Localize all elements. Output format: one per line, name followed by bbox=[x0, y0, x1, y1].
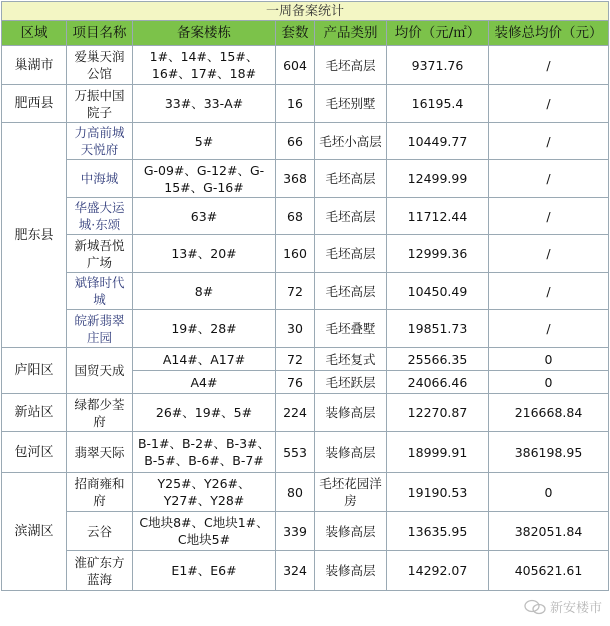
category-cell: 毛坯高层 bbox=[315, 273, 387, 310]
project-cell: 新城吾悦广场 bbox=[67, 235, 133, 273]
buildings-cell: A14#、A17# bbox=[133, 348, 276, 371]
deco-cell: / bbox=[489, 235, 609, 273]
units-cell: 72 bbox=[276, 348, 315, 371]
header-row bbox=[2, 21, 609, 46]
table-row bbox=[2, 310, 609, 348]
table-row bbox=[2, 160, 609, 198]
units-cell: 368 bbox=[276, 160, 315, 198]
buildings-cell: 8# bbox=[133, 273, 276, 310]
region-cell: 巢湖市 bbox=[2, 46, 67, 85]
buildings-cell: 13#、20# bbox=[133, 235, 276, 273]
table-row bbox=[2, 273, 609, 310]
header-category: 产品类别 bbox=[315, 21, 387, 46]
watermark-text: 新安楼市 bbox=[549, 601, 602, 616]
table-row bbox=[2, 512, 609, 551]
project-cell: 云谷 bbox=[67, 512, 133, 551]
units-cell: 160 bbox=[276, 235, 315, 273]
deco-cell: / bbox=[489, 160, 609, 198]
price-cell: 13635.95 bbox=[387, 512, 489, 551]
table-row bbox=[2, 473, 609, 512]
deco-cell: / bbox=[489, 198, 609, 235]
table-title: 一周备案统计 bbox=[2, 2, 609, 21]
deco-cell: 0 bbox=[489, 371, 609, 394]
units-cell: 339 bbox=[276, 512, 315, 551]
units-cell: 80 bbox=[276, 473, 315, 512]
deco-cell: / bbox=[489, 273, 609, 310]
table-row bbox=[2, 348, 609, 371]
project-cell: 斌锋时代城 bbox=[67, 273, 133, 310]
project-cell: 淮矿东方蓝海 bbox=[67, 551, 133, 591]
header-project: 项目名称 bbox=[67, 21, 133, 46]
category-cell: 装修高层 bbox=[315, 432, 387, 473]
category-cell: 毛坯高层 bbox=[315, 46, 387, 85]
units-cell: 76 bbox=[276, 371, 315, 394]
wechat-icon bbox=[524, 599, 546, 615]
category-cell: 毛坯别墅 bbox=[315, 85, 387, 123]
price-cell: 18999.91 bbox=[387, 432, 489, 473]
price-cell: 14292.07 bbox=[387, 551, 489, 591]
project-cell: 华盛大运城·东颂 bbox=[67, 198, 133, 235]
region-cell: 肥西县 bbox=[2, 85, 67, 123]
region-cell: 包河区 bbox=[2, 432, 67, 473]
table-row bbox=[2, 551, 609, 591]
deco-cell: 0 bbox=[489, 473, 609, 512]
price-cell: 11712.44 bbox=[387, 198, 489, 235]
buildings-cell: A4# bbox=[133, 371, 276, 394]
buildings-cell: 33#、33-A# bbox=[133, 85, 276, 123]
price-cell: 12999.36 bbox=[387, 235, 489, 273]
units-cell: 324 bbox=[276, 551, 315, 591]
units-cell: 224 bbox=[276, 394, 315, 432]
buildings-cell: G-09#、G-12#、G-15#、G-16# bbox=[133, 160, 276, 198]
buildings-cell: 19#、28# bbox=[133, 310, 276, 348]
category-cell: 毛坯小高层 bbox=[315, 123, 387, 160]
project-cell: 国贸天成 bbox=[67, 348, 133, 394]
deco-cell: 405621.61 bbox=[489, 551, 609, 591]
deco-cell: 382051.84 bbox=[489, 512, 609, 551]
price-cell: 24066.46 bbox=[387, 371, 489, 394]
price-cell: 12270.87 bbox=[387, 394, 489, 432]
units-cell: 72 bbox=[276, 273, 315, 310]
table-row bbox=[2, 198, 609, 235]
project-cell: 招商雍和府 bbox=[67, 473, 133, 512]
category-cell: 装修高层 bbox=[315, 512, 387, 551]
project-cell: 翡翠天际 bbox=[67, 432, 133, 473]
region-cell: 新站区 bbox=[2, 394, 67, 432]
project-cell: 万振中国院子 bbox=[67, 85, 133, 123]
deco-cell: / bbox=[489, 310, 609, 348]
category-cell: 毛坯高层 bbox=[315, 160, 387, 198]
price-cell: 10450.49 bbox=[387, 273, 489, 310]
units-cell: 66 bbox=[276, 123, 315, 160]
project-cell: 皖新翡翠庄园 bbox=[67, 310, 133, 348]
deco-cell: 216668.84 bbox=[489, 394, 609, 432]
price-cell: 19190.53 bbox=[387, 473, 489, 512]
deco-cell: 386198.95 bbox=[489, 432, 609, 473]
buildings-cell: C地块8#、C地块1#、C地块5# bbox=[133, 512, 276, 551]
header-region: 区域 bbox=[2, 21, 67, 46]
region-cell: 肥东县 bbox=[2, 123, 67, 348]
deco-cell: 0 bbox=[489, 348, 609, 371]
category-cell: 装修高层 bbox=[315, 551, 387, 591]
project-cell: 爱巢天润公馆 bbox=[67, 46, 133, 85]
deco-cell: / bbox=[489, 85, 609, 123]
table-row bbox=[2, 46, 609, 85]
table-row bbox=[2, 394, 609, 432]
project-cell: 绿都少荃府 bbox=[67, 394, 133, 432]
region-cell: 庐阳区 bbox=[2, 348, 67, 394]
header-buildings: 备案楼栋 bbox=[133, 21, 276, 46]
weekly-registration-table bbox=[1, 1, 609, 591]
header-deco-price: 装修总均价（元） bbox=[489, 21, 609, 46]
buildings-cell: Y25#、Y26#、Y27#、Y28# bbox=[133, 473, 276, 512]
category-cell: 毛坯叠墅 bbox=[315, 310, 387, 348]
deco-cell: / bbox=[489, 46, 609, 85]
category-cell: 装修高层 bbox=[315, 394, 387, 432]
price-cell: 12499.99 bbox=[387, 160, 489, 198]
buildings-cell: B-1#、B-2#、B-3#、B-5#、B-6#、B-7# bbox=[133, 432, 276, 473]
buildings-cell: E1#、E6# bbox=[133, 551, 276, 591]
price-cell: 10449.77 bbox=[387, 123, 489, 160]
header-units: 套数 bbox=[276, 21, 315, 46]
units-cell: 68 bbox=[276, 198, 315, 235]
buildings-cell: 63# bbox=[133, 198, 276, 235]
units-cell: 553 bbox=[276, 432, 315, 473]
price-cell: 19851.73 bbox=[387, 310, 489, 348]
table-row bbox=[2, 235, 609, 273]
buildings-cell: 5# bbox=[133, 123, 276, 160]
category-cell: 毛坯高层 bbox=[315, 198, 387, 235]
category-cell: 毛坯花园洋房 bbox=[315, 473, 387, 512]
project-cell: 中海城 bbox=[67, 160, 133, 198]
units-cell: 30 bbox=[276, 310, 315, 348]
region-cell: 滨湖区 bbox=[2, 473, 67, 591]
units-cell: 16 bbox=[276, 85, 315, 123]
price-cell: 25566.35 bbox=[387, 348, 489, 371]
buildings-cell: 1#、14#、15#、16#、17#、18# bbox=[133, 46, 276, 85]
category-cell: 毛坯高层 bbox=[315, 235, 387, 273]
buildings-cell: 26#、19#、5# bbox=[133, 394, 276, 432]
deco-cell: / bbox=[489, 123, 609, 160]
watermark bbox=[524, 597, 602, 616]
category-cell: 毛坯复式 bbox=[315, 348, 387, 371]
table-row bbox=[2, 85, 609, 123]
category-cell: 毛坯跃层 bbox=[315, 371, 387, 394]
price-cell: 16195.4 bbox=[387, 85, 489, 123]
table-row bbox=[2, 432, 609, 473]
header-avg-price: 均价（元/㎡） bbox=[387, 21, 489, 46]
title-row bbox=[2, 2, 609, 21]
project-cell: 力高前城天悦府 bbox=[67, 123, 133, 160]
table-row bbox=[2, 123, 609, 160]
units-cell: 604 bbox=[276, 46, 315, 85]
price-cell: 9371.76 bbox=[387, 46, 489, 85]
